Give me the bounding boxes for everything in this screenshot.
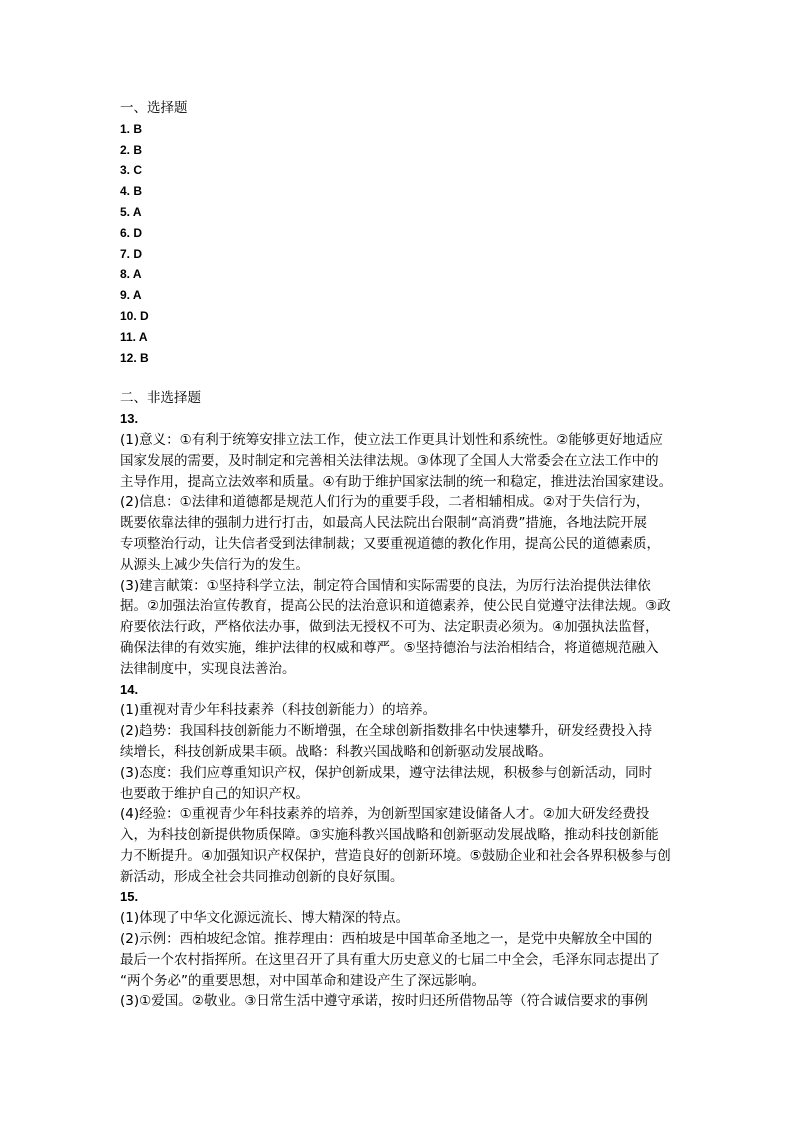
answer-line: 也要敢于维护自己的知识产权。: [120, 785, 309, 802]
answer-item: 9. A: [120, 288, 142, 303]
answer-item: 1. B: [120, 121, 143, 136]
answer-line: 最后一个农村指挥所。在这里召开了具有重大历史意义的七届二中全会，毛泽东同志提出了: [120, 951, 660, 968]
answer-line: “两个务必”的重要思想，对中国革命和建设产生了深远影响。: [120, 972, 485, 989]
question-15: [120, 887, 682, 1012]
answer-item: 8. A: [120, 267, 142, 282]
answer-line: (2)信息：①法律和道德都是规范人们行为的重要手段，二者相辅相成。②对于失信行为，: [120, 494, 650, 511]
answer-line: (3)态度：我们应尊重知识产权，保护创新成果，遵守法律法规，积极参与创新活动，同时: [120, 764, 653, 781]
answer-line: (3)①爱国。②敬业。③日常生活中遵守承诺，按时归还所借物品等（符合诚信要求的事例: [120, 993, 648, 1010]
section-heading-nonchoice: 二、非选择题: [120, 390, 201, 407]
answer-item: 3. C: [120, 163, 143, 178]
section-gap: [120, 368, 682, 388]
question-13: [120, 409, 682, 679]
answer-line: 府要依法行政，严格依法办事，做到法无授权不可为、法定职责必须为。④加强执法监督，: [120, 619, 659, 636]
question-14: [120, 680, 682, 888]
answer-item: 2. B: [120, 142, 143, 157]
answer-line: 从源头上减少失信行为的发生。: [120, 556, 309, 573]
section-heading-choice: 一、选择题: [120, 100, 188, 116]
answer-item: 5. A: [120, 204, 142, 219]
answer-item: 6. D: [120, 225, 143, 240]
answer-line: (2)示例：西柏坡纪念馆。推荐理由：西柏坡是中国革命圣地之一，是党中央解放全中国的: [120, 931, 653, 948]
answer-line: 既要依靠法律的强制力进行打击，如最高人民法院出台限制“高消费”措施，各地法院开展: [120, 515, 647, 532]
answer-item: 10. D: [120, 308, 149, 323]
answer-line: 主导作用，提高立法效率和质量。④有助于维护国家法制的统一和稳定，推进法治国家建设。: [120, 473, 673, 490]
answer-line: 据。②加强法治宣传教育，提高公民的法治意识和道德素养，使公民自觉遵守法律法规。③政: [120, 598, 671, 615]
answer-line: (4)经验：①重视青少年科技素养的培养，为创新型国家建设储备人才。②加大研发经费投: [120, 806, 650, 823]
answer-line: (1)体现了中华文化源远流长、博大精深的特点。: [120, 910, 410, 927]
answer-line: 确保法律的有效实施，维护法律的权威和尊严。⑤坚持德治与法治相结合，将道德规范融入: [120, 639, 659, 656]
answer-item: 4. B: [120, 184, 143, 199]
answer-list: [120, 119, 682, 369]
answer-line: (3)建言献策：①坚持科学立法，制定符合国情和实际需要的良法，为厉行法治提供法律依: [120, 577, 651, 594]
answer-item: 12. B: [120, 350, 149, 365]
answer-item: 7. D: [120, 246, 143, 261]
answer-line: 法律制度中，实现良法善治。: [120, 660, 296, 677]
answer-line: 入，为科技创新提供物质保障。③实施科教兴国战略和创新驱动发展战略，推动科技创新能: [120, 827, 659, 844]
question-number: 14.: [120, 681, 139, 697]
answer-line: 力不断提升。④加强知识产权保护，营造良好的创新环境。⑤鼓励企业和社会各界积极参与创: [120, 847, 671, 864]
answer-line: (1)重视对青少年科技素养（科技创新能力）的培养。: [120, 702, 437, 719]
answer-line: 续增长，科技创新成果丰硕。战略：科教兴国战略和创新驱动发展战略。: [120, 743, 552, 760]
question-number: 15.: [120, 889, 139, 905]
answer-line: (1)意义：①有利于统筹安排立法工作，使立法工作更具计划性和系统性。②能够更好地适应: [120, 431, 663, 448]
question-number: 13.: [120, 411, 139, 427]
answer-line: (2)趋势：我国科技创新能力不断增强，在全球创新指数排名中快速攀升，研发经费投入持: [120, 723, 653, 740]
answer-line: 专项整治行动，让失信者受到法律制裁；又要重视道德的教化作用，提高公民的道德素质，: [120, 535, 660, 552]
answer-line: 新活动，形成全社会共同推动创新的良好氛围。: [120, 868, 404, 885]
answer-item: 11. A: [120, 329, 148, 344]
answer-line: 国家发展的需要，及时制定和完善相关法律法规。③体现了全国人大常委会在立法工作中的: [120, 452, 659, 469]
